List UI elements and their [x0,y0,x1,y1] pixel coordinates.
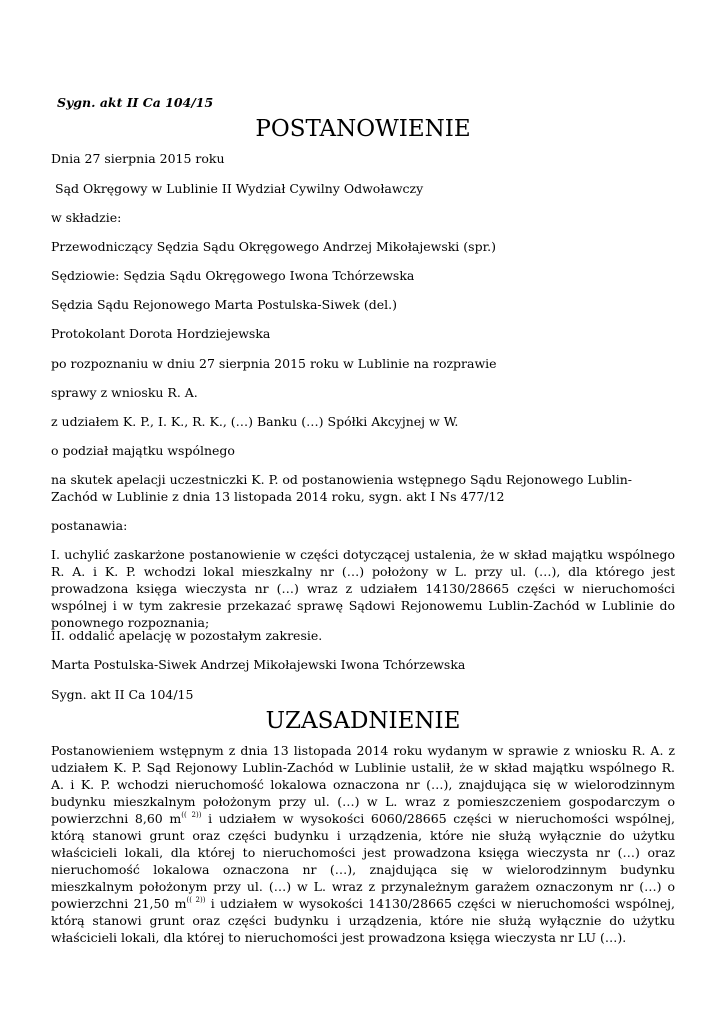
court-recorder: Protokolant Dorota Hordziejewska [51,326,271,341]
court-line: Sąd Okręgowy w Lublinie II Wydział Cywilny Odwoławczy [55,181,424,196]
delegated-judge: Sędzia Sądu Rejonowego Marta Postulska-Siwek (del.) [51,297,397,312]
case-number-header: Sygn. akt II Ca 104/15 [57,95,214,110]
case-number-footer: Sygn. akt II Ca 104/15 [51,687,194,702]
area-superscript-2: (( 2)) [186,896,206,904]
ruling-point-2: II. oddalić apelację w pozostałym zakresie. [51,628,323,643]
hearing-line: po rozpoznaniu w dniu 27 sierpnia 2015 roku w Lublinie na rozprawie [51,356,497,371]
decision-title: POSTANOWIENIE [255,116,471,142]
justification-text-1: Postanowieniem wstępnym z dnia 13 listopada 2014 roku wydanym w sprawie z wniosku R. A. z udziałem K. P. Sąd Rejonowy Lublin-Zachód w Lublinie ustalił, że w skład majątku wspólnego R. A. i K. P. wchodzi nieruchomość lokalowa oznaczona nr (…), znajdująca się w wielorodzinnym budynku mieszkalnym położonym przy ul. (…) w L. wraz z pomieszczeniem gospodarczym o powierzchni 8,60 m [51,743,675,826]
case-of-line: sprawy z wniosku R. A. [51,385,198,400]
appeal-paragraph: na skutek apelacji uczestniczki K. P. od postanowienia wstępnego Sądu Rejonowego Lublin-Zachód w Lublinie z dnia 13 listopada 2014 roku, sygn. akt I Ns 477/12 [51,472,632,504]
participants-line: z udziałem K. P., I. K., R. K., (…) Banku (…) Spółki Akcyjnej w W. [51,414,459,429]
signatures-line: Marta Postulska-Siwek Andrzej Mikołajewski Iwona Tchórzewska [51,657,466,672]
presiding-judge: Przewodniczący Sędzia Sądu Okręgowego Andrzej Mikołajewski (spr.) [51,239,497,254]
justification-text-3: i udziałem w wysokości 14130/28665 części w nieruchomości wspólnej, którą stanowi grunt oraz części budynku i urządzenia, które nie służą wyłącznie do użytku właścicieli lokali, dla której to nieruchomości jest prowadzona księga wieczysta nr LU (…). [51,896,675,945]
justification-paragraph [51,742,675,946]
area-superscript-1: (( 2)) [181,811,202,819]
justification-text-2: i udziałem w wysokości 6060/28665 części w nieruchomości wspólnej, którą stanowi grunt oraz części budynku i urządzenia, które nie służą wyłącznie do użytku właścicieli lokali, dla której to nieruchomości jest prowadzona księga wieczysta nr (…) oraz nieruchomość lokalowa oznaczona nr (…), znajdująca się w wielorodzinnym budynku mieszkalnym położonym przy ul. (…) w L. wraz z przynależnym garażem oznaczonym nr (…) o powierzchni 21,50 m [51,811,675,911]
subject-line: o podział majątku wspólnego [51,443,235,458]
decides-label: postanawia: [51,518,128,533]
composition-label: w składzie: [51,210,122,225]
justification-title: UZASADNIENIE [265,708,461,734]
ruling-point-1: I. uchylić zaskarżone postanowienie w części dotyczącej ustalenia, że w skład majątku wspólnego R. A. i K. P. wchodzi lokal mieszkalny nr (…) położony w L. przy ul. (…), dla którego jest prowadzona księga wieczysta nr (…) wraz z udziałem 14130/28665 części w nieruchomości wspólnej i w tym zakresie przekazać sprawę Sądowi Rejonowemu Lublin-Zachód w Lublinie do ponownego rozpoznania; [51,547,675,630]
date-line: Dnia 27 sierpnia 2015 roku [51,151,225,166]
judges-line: Sędziowie: Sędzia Sądu Okręgowego Iwona Tchórzewska [51,268,415,283]
